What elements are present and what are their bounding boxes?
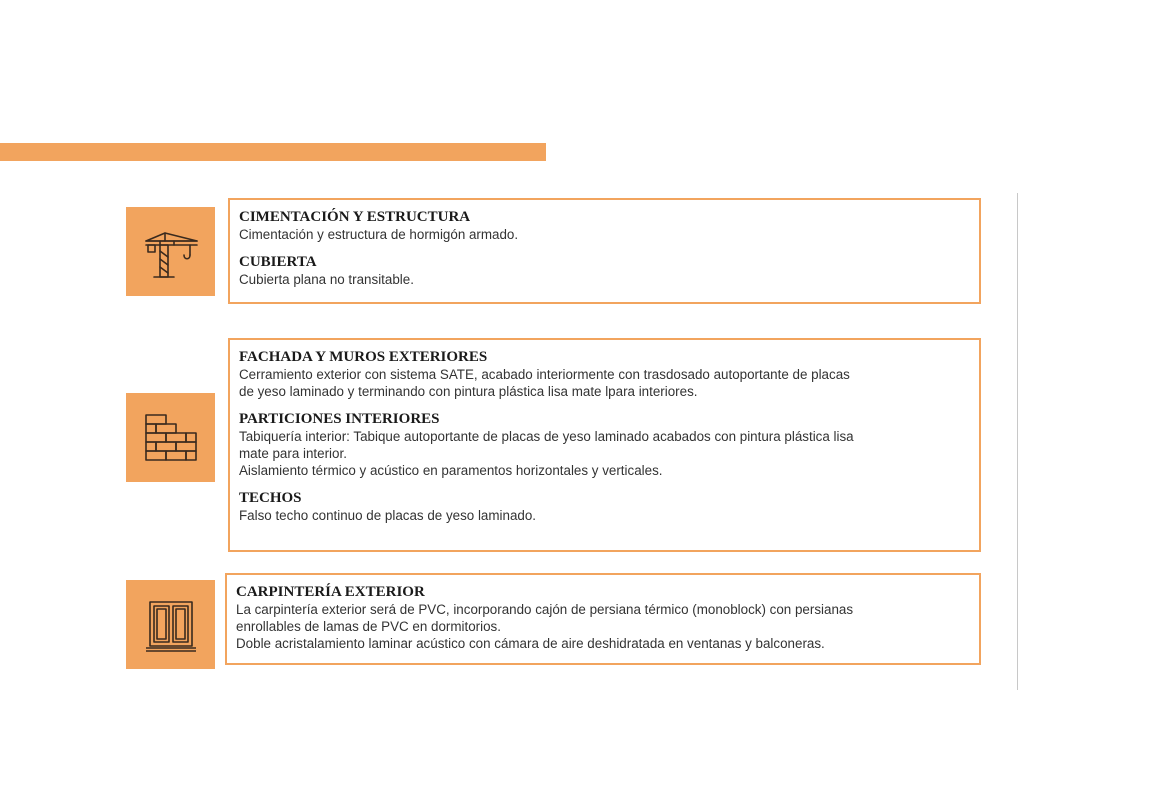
section-text: Cerramiento exterior con sistema SATE, acabado interiormente con trasdosado autoportante de placas [239,367,850,382]
section-text: Cubierta plana no transitable. [239,272,414,287]
carpentry-icon-box [126,580,215,669]
walls-card [228,338,981,552]
section-text: Falso techo continuo de placas de yeso laminado. [239,508,537,523]
section-text: La carpintería exterior será de PVC, incorporando cajón de persiana térmico (monoblock) con persianas [236,602,854,617]
section-title: CARPINTERÍA EXTERIOR [236,584,425,600]
structure-card [228,198,981,304]
vertical-divider [1017,193,1018,690]
section-title: CUBIERTA [239,254,317,270]
section-text: de yeso laminado y terminando con pintura plástica lisa mate lpara interiores. [239,384,698,399]
structure-icon-box [126,207,215,296]
section-title: CIMENTACIÓN Y ESTRUCTURA [239,209,471,225]
carpentry-card [225,573,981,665]
section-title: PARTICIONES INTERIORES [239,411,440,427]
section-text: Cimentación y estructura de hormigón armado. [239,227,519,242]
window-icon [140,594,202,656]
section-text: Doble acristalamiento laminar acústico con cámara de aire deshidratada en ventanas y balconeras. [236,636,825,651]
header-accent-bar [0,143,546,161]
crane-icon [140,221,202,283]
brick-wall-icon [140,407,202,469]
section-title: TECHOS [239,490,302,506]
section-text: Tabiquería interior: Tabique autoportante de placas de yeso laminado acabados con pintura plástica lisa [239,429,854,444]
walls-icon-box [126,393,215,482]
section-title: FACHADA Y MUROS EXTERIORES [239,349,488,365]
section-text: enrollables de lamas de PVC en dormitorios. [236,619,501,634]
section-text: mate para interior. [239,446,347,461]
section-text: Aislamiento térmico y acústico en paramentos horizontales y verticales. [239,463,663,478]
